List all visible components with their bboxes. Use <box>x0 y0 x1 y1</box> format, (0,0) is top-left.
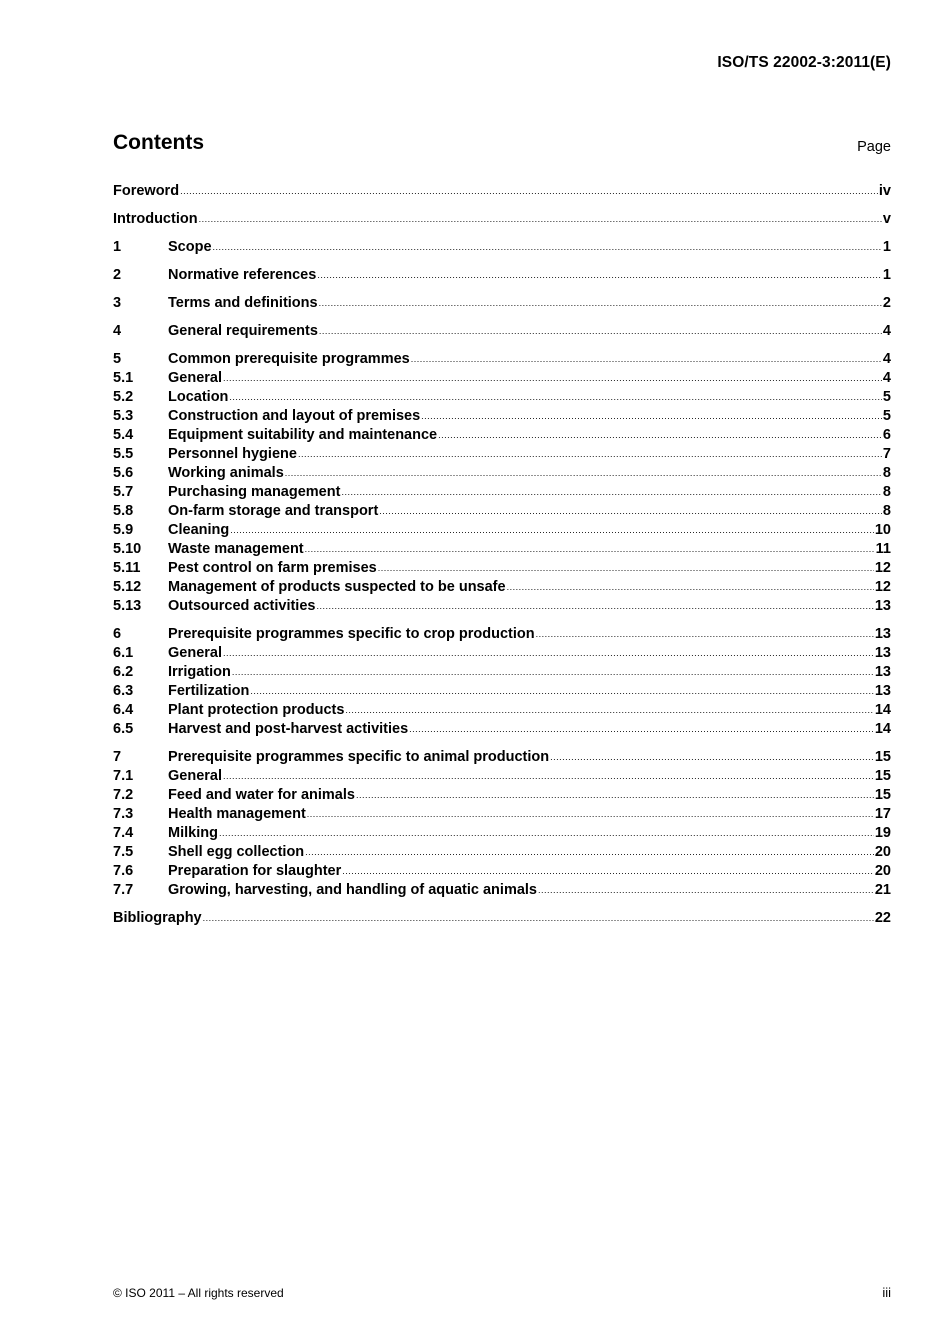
toc-entry-title: On-farm storage and transport <box>168 503 379 519</box>
toc-dot-leader <box>199 210 882 229</box>
toc-entry[interactable] <box>113 767 891 786</box>
toc-dot-leader <box>438 426 882 445</box>
toc-dot-leader <box>250 682 873 701</box>
toc-dot-leader <box>378 559 874 578</box>
toc-entry-title: Prerequisite programmes specific to crop production <box>168 626 535 642</box>
toc-entry-page: 6 <box>882 427 891 443</box>
toc-entry-number: 2 <box>113 267 122 283</box>
toc-entry-title: Scope <box>168 239 212 255</box>
toc-dot-leader <box>345 701 873 720</box>
toc-entry[interactable] <box>113 445 891 464</box>
toc-entry-title: Prerequisite programmes specific to animal production <box>168 749 550 765</box>
toc-entry[interactable] <box>113 322 891 341</box>
toc-entry-number: 6.2 <box>113 664 134 680</box>
toc-entry[interactable] <box>113 266 891 285</box>
toc-entry-number: 6.4 <box>113 702 134 718</box>
toc-dot-leader <box>319 294 882 313</box>
toc-entry-title: Shell egg collection <box>168 844 305 860</box>
toc-dot-leader <box>223 369 882 388</box>
toc-entry[interactable] <box>113 720 891 739</box>
toc-entry-number: 5.13 <box>113 598 142 614</box>
toc-entry-page: 13 <box>874 598 891 614</box>
toc-entry-title: Waste management <box>168 541 304 557</box>
toc-entry-page: 7 <box>882 446 891 462</box>
toc-entry[interactable] <box>113 862 891 881</box>
toc-dot-leader <box>421 407 882 426</box>
toc-dot-leader <box>229 388 882 407</box>
toc-entry-number: 5.6 <box>113 465 134 481</box>
toc-entry[interactable] <box>113 701 891 720</box>
toc-entry-title: Fertilization <box>168 683 250 699</box>
toc-entry-page: 14 <box>874 721 891 737</box>
toc-entry[interactable] <box>113 464 891 483</box>
page-title: Contents <box>113 131 204 154</box>
toc-entry-page: 19 <box>874 825 891 841</box>
toc-entry-page: 10 <box>874 522 891 538</box>
toc-dot-leader <box>317 266 882 285</box>
toc-entry-page: 4 <box>882 323 891 339</box>
toc-entry-title: General <box>168 370 222 386</box>
toc-entry-title: General <box>168 645 222 661</box>
toc-entry-page: 21 <box>874 882 891 898</box>
toc-entry-title: Management of products suspected to be unsafe <box>168 579 506 595</box>
toc-entry-title: Milking <box>168 825 218 841</box>
toc-entry-page: 13 <box>874 664 891 680</box>
toc-entry-number: 5 <box>113 351 122 367</box>
toc-dot-leader <box>230 521 874 540</box>
toc-entry-title: Health management <box>168 806 306 822</box>
toc-entry-page: 13 <box>874 683 891 699</box>
toc-entry-title: Introduction <box>113 211 198 227</box>
toc-entry-title: Equipment suitability and maintenance <box>168 427 438 443</box>
toc-dot-leader <box>341 483 881 502</box>
toc-entry-title: Cleaning <box>168 522 230 538</box>
copyright-notice: © ISO 2011 – All rights reserved <box>113 1286 284 1300</box>
toc-entry[interactable] <box>113 407 891 426</box>
toc-entry-page: 13 <box>874 645 891 661</box>
toc-entry-number: 7.1 <box>113 768 134 784</box>
toc-entry-number: 5.12 <box>113 579 142 595</box>
toc-entry[interactable] <box>113 625 891 644</box>
toc-entry[interactable] <box>113 824 891 843</box>
toc-entry[interactable] <box>113 238 891 257</box>
toc-entry-number: 7.6 <box>113 863 134 879</box>
page-column-label: Page <box>857 139 891 155</box>
toc-entry-number: 5.4 <box>113 427 134 443</box>
toc-entry[interactable] <box>113 182 891 201</box>
toc-entry-number: 5.7 <box>113 484 134 500</box>
page-number: iii <box>882 1285 891 1300</box>
toc-dot-leader <box>507 578 874 597</box>
toc-entry-number: 1 <box>113 239 122 255</box>
toc-entry-title: Location <box>168 389 229 405</box>
toc-entry-page: iv <box>878 183 891 199</box>
toc-entry[interactable] <box>113 559 891 578</box>
toc-entry[interactable] <box>113 502 891 521</box>
toc-dot-leader <box>409 720 874 739</box>
toc-dot-leader <box>356 786 874 805</box>
toc-entry-title: Plant protection products <box>168 702 345 718</box>
table-of-contents <box>113 182 891 928</box>
toc-entry-title: Personnel hygiene <box>168 446 297 462</box>
toc-entry-number: 7.7 <box>113 882 134 898</box>
toc-dot-leader <box>307 805 874 824</box>
toc-entry-number: 5.1 <box>113 370 134 386</box>
toc-entry-page: 20 <box>874 863 891 879</box>
toc-entry[interactable] <box>113 644 891 663</box>
toc-entry-page: 8 <box>882 503 891 519</box>
toc-dot-leader <box>305 540 875 559</box>
toc-entry[interactable] <box>113 388 891 407</box>
toc-entry-number: 6.5 <box>113 721 134 737</box>
toc-entry-number: 7 <box>113 749 122 765</box>
toc-dot-leader <box>298 445 882 464</box>
toc-entry-title: Purchasing management <box>168 484 341 500</box>
toc-entry[interactable] <box>113 521 891 540</box>
toc-entry-number: 5.10 <box>113 541 142 557</box>
toc-entry[interactable] <box>113 426 891 445</box>
toc-entry-number: 5.2 <box>113 389 134 405</box>
toc-entry-page: 13 <box>874 626 891 642</box>
toc-entry-page: 17 <box>874 806 891 822</box>
toc-entry-page: v <box>882 211 891 227</box>
toc-entry-page: 8 <box>882 465 891 481</box>
toc-dot-leader <box>342 862 874 881</box>
toc-entry-page: 12 <box>874 560 891 576</box>
toc-entry-page: 4 <box>882 370 891 386</box>
toc-entry-title: Pest control on farm premises <box>168 560 377 576</box>
toc-entry[interactable] <box>113 843 891 862</box>
toc-entry-title: Construction and layout of premises <box>168 408 421 424</box>
toc-entry-page: 15 <box>874 749 891 765</box>
toc-entry-title: Growing, harvesting, and handling of aquatic animals <box>168 882 537 898</box>
toc-entry[interactable] <box>113 369 891 388</box>
toc-entry-page: 20 <box>874 844 891 860</box>
toc-entry-title: Outsourced activities <box>168 598 316 614</box>
toc-entry[interactable] <box>113 805 891 824</box>
toc-entry-number: 3 <box>113 295 122 311</box>
toc-entry-number: 7.5 <box>113 844 134 860</box>
toc-entry-page: 22 <box>874 910 891 926</box>
toc-entry-title: Feed and water for animals <box>168 787 355 803</box>
toc-entry-title: Common prerequisite programmes <box>168 351 410 367</box>
toc-entry-number: 6 <box>113 626 122 642</box>
toc-entry-number: 6.3 <box>113 683 134 699</box>
toc-dot-leader <box>223 644 874 663</box>
toc-dot-leader <box>316 597 873 616</box>
toc-entry[interactable] <box>113 578 891 597</box>
toc-entry-title: Preparation for slaughter <box>168 863 342 879</box>
toc-dot-leader <box>538 881 874 900</box>
toc-entry-title: General <box>168 768 222 784</box>
toc-entry-number: 5.3 <box>113 408 134 424</box>
toc-entry-number: 5.8 <box>113 503 134 519</box>
toc-entry[interactable] <box>113 597 891 616</box>
toc-entry-title: Foreword <box>113 183 180 199</box>
toc-entry-page: 8 <box>882 484 891 500</box>
toc-entry-page: 12 <box>874 579 891 595</box>
toc-entry[interactable] <box>113 881 891 900</box>
toc-entry[interactable] <box>113 786 891 805</box>
toc-entry-number: 5.11 <box>113 560 141 576</box>
toc-dot-leader <box>550 748 874 767</box>
toc-dot-leader <box>232 663 874 682</box>
toc-entry-page: 14 <box>874 702 891 718</box>
toc-entry[interactable] <box>113 663 891 682</box>
toc-dot-leader <box>411 350 882 369</box>
toc-dot-leader <box>305 843 874 862</box>
toc-entry[interactable] <box>113 483 891 502</box>
toc-entry-page: 2 <box>882 295 891 311</box>
toc-entry-page: 15 <box>874 768 891 784</box>
toc-entry-page: 15 <box>874 787 891 803</box>
toc-entry[interactable] <box>113 909 891 928</box>
toc-entry-number: 7.3 <box>113 806 134 822</box>
toc-entry[interactable] <box>113 682 891 701</box>
toc-dot-leader <box>319 322 882 341</box>
toc-dot-leader <box>536 625 874 644</box>
toc-entry-title: Working animals <box>168 465 284 481</box>
toc-entry-title: General requirements <box>168 323 318 339</box>
toc-entry-page: 5 <box>882 408 891 424</box>
toc-entry-page: 1 <box>882 267 891 283</box>
toc-dot-leader <box>285 464 882 483</box>
toc-dot-leader <box>219 824 874 843</box>
toc-entry[interactable] <box>113 540 891 559</box>
toc-entry-title: Harvest and post-harvest activities <box>168 721 409 737</box>
toc-dot-leader <box>379 502 882 521</box>
toc-entry-title: Bibliography <box>113 910 202 926</box>
toc-entry-title: Normative references <box>168 267 317 283</box>
toc-entry-number: 4 <box>113 323 122 339</box>
toc-entry-page: 11 <box>875 541 891 557</box>
document-id: ISO/TS 22002-3:2011(E) <box>717 54 891 71</box>
toc-entry-number: 7.4 <box>113 825 134 841</box>
toc-entry-number: 5.9 <box>113 522 134 538</box>
toc-entry-page: 4 <box>882 351 891 367</box>
toc-entry[interactable] <box>113 294 891 313</box>
toc-entry-title: Irrigation <box>168 664 231 680</box>
toc-entry-number: 7.2 <box>113 787 134 803</box>
toc-entry-number: 6.1 <box>113 645 134 661</box>
toc-entry-title: Terms and definitions <box>168 295 318 311</box>
toc-entry[interactable] <box>113 210 891 229</box>
toc-entry[interactable] <box>113 350 891 369</box>
toc-entry-page: 1 <box>882 239 891 255</box>
toc-dot-leader <box>180 182 878 201</box>
toc-dot-leader <box>213 238 882 257</box>
toc-dot-leader <box>203 909 874 928</box>
toc-entry-page: 5 <box>882 389 891 405</box>
toc-entry-number: 5.5 <box>113 446 134 462</box>
toc-entry[interactable] <box>113 748 891 767</box>
toc-dot-leader <box>223 767 874 786</box>
